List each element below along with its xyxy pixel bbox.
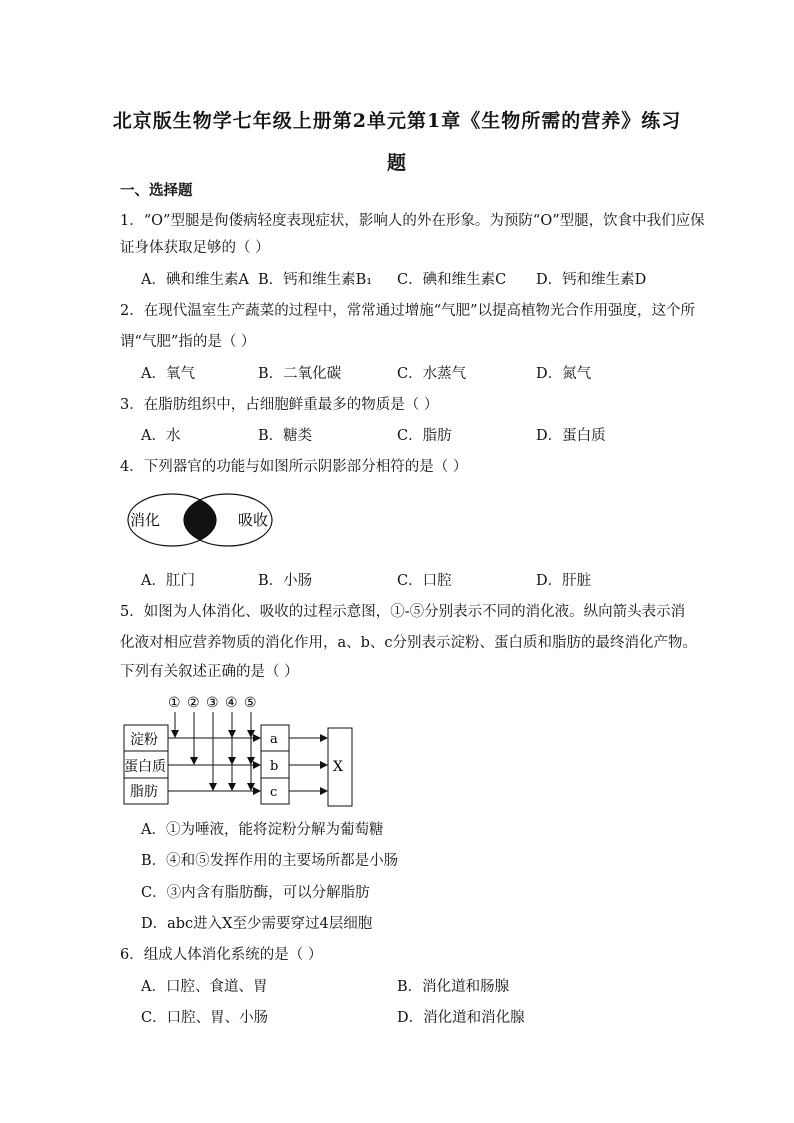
juice-label-4: ④ [225, 695, 238, 711]
q2-option-d: D．氮气 [536, 366, 592, 382]
q1-option-b: B．钙和维生素B₁ [258, 272, 373, 288]
q2-option-c: C．水蒸气 [397, 366, 467, 382]
digestion-flow-diagram [120, 690, 360, 810]
q3-option-b: B．糖类 [258, 428, 313, 444]
venn-left-label: 消化 [130, 511, 161, 529]
q6-option-c: C．口腔、胃、小肠 [141, 1010, 269, 1026]
q6-stem: 6．组成人体消化系统的是（ ） [120, 947, 323, 963]
q1-stem-line1: 1．“O”型腿是佝偻病轻度表现症状，影响人的外在形象。为预防“O”型腿，饮食中我们应保 [120, 213, 705, 229]
page-title-continued: 题 [386, 152, 407, 174]
q5-option-d: D．abc进入X至少需要穿过4层细胞 [141, 916, 373, 932]
q4-option-b: B．小肠 [258, 573, 313, 589]
q3-option-c: C．脂肪 [397, 428, 452, 444]
juice-5-head-a [247, 730, 255, 738]
q5-stem-line3: 下列有关叙述正确的是（ ） [120, 664, 299, 680]
q1-option-a: A．碘和维生素A [141, 272, 249, 288]
product-c: c [270, 785, 278, 800]
q5-option-a: A．①为唾液，能将淀粉分解为葡萄糖 [141, 822, 384, 838]
q4-option-c: C．口腔 [397, 573, 452, 589]
q6-option-b: B．消化道和肠腺 [397, 979, 510, 995]
juice-4-head-b [228, 757, 236, 765]
page-title: 北京版生物学七年级上册第2单元第1章《生物所需的营养》练习 [112, 110, 682, 132]
nutrient-protein: 蛋白质 [124, 759, 166, 775]
q5-stem-line1: 5．如图为人体消化、吸收的过程示意图，①-⑤分别表示不同的消化液。纵向箭头表示消 [120, 604, 686, 620]
juice-label-1: ① [168, 695, 181, 711]
target-label: X [333, 759, 343, 775]
q6-option-d: D．消化道和消化腺 [397, 1010, 525, 1026]
q2-option-b: B．二氧化碳 [258, 366, 342, 382]
q5-stem-line2: 化液对相应营养物质的消化作用，a、b、c分别表示淀粉、蛋白质和脂肪的最终消化产物。 [120, 635, 698, 651]
q2-stem-line2: 谓“气肥”指的是（ ） [120, 334, 256, 350]
q1-option-c: C．碘和维生素C [397, 272, 507, 288]
product-a: a [270, 732, 278, 747]
juice-4-head-a [228, 730, 236, 738]
nutrient-starch: 淀粉 [130, 732, 158, 748]
q2-stem-line1: 2．在现代温室生产蔬菜的过程中，常常通过增施“气肥”以提高植物光合作用强度，这个所 [120, 303, 696, 319]
q3-stem: 3．在脂肪组织中，占细胞鲜重最多的物质是（ ） [120, 397, 439, 413]
venn-diagram [126, 492, 274, 548]
q4-option-d: D．肝脏 [536, 573, 592, 589]
juice-5-head-b [247, 757, 255, 765]
nutrient-fat: 脂肪 [130, 784, 158, 800]
juice-label-5: ⑤ [244, 695, 257, 711]
q5-option-c: C．③内含有脂肪酶，可以分解脂肪 [141, 885, 370, 901]
section-heading: 一、选择题 [120, 182, 193, 199]
q3-option-d: D．蛋白质 [536, 428, 606, 444]
q4-stem: 4．下列器官的功能与如图所示阴影部分相符的是（ ） [120, 459, 468, 475]
q1-stem-line2: 证身体获取足够的（ ） [120, 240, 270, 256]
product-b: b [270, 759, 279, 774]
venn-right-label: 吸收 [238, 511, 269, 529]
q2-option-a: A．氧气 [141, 366, 195, 382]
juice-label-2: ② [187, 695, 200, 711]
juice-label-3: ③ [206, 695, 219, 711]
q1-option-d: D．钙和维生素D [536, 272, 647, 288]
q4-option-a: A．肛门 [141, 573, 195, 589]
q3-option-a: A．水 [141, 428, 181, 444]
q5-option-b: B．④和⑤发挥作用的主要场所都是小肠 [141, 853, 399, 869]
q6-option-a: A．口腔、食道、胃 [141, 979, 268, 995]
